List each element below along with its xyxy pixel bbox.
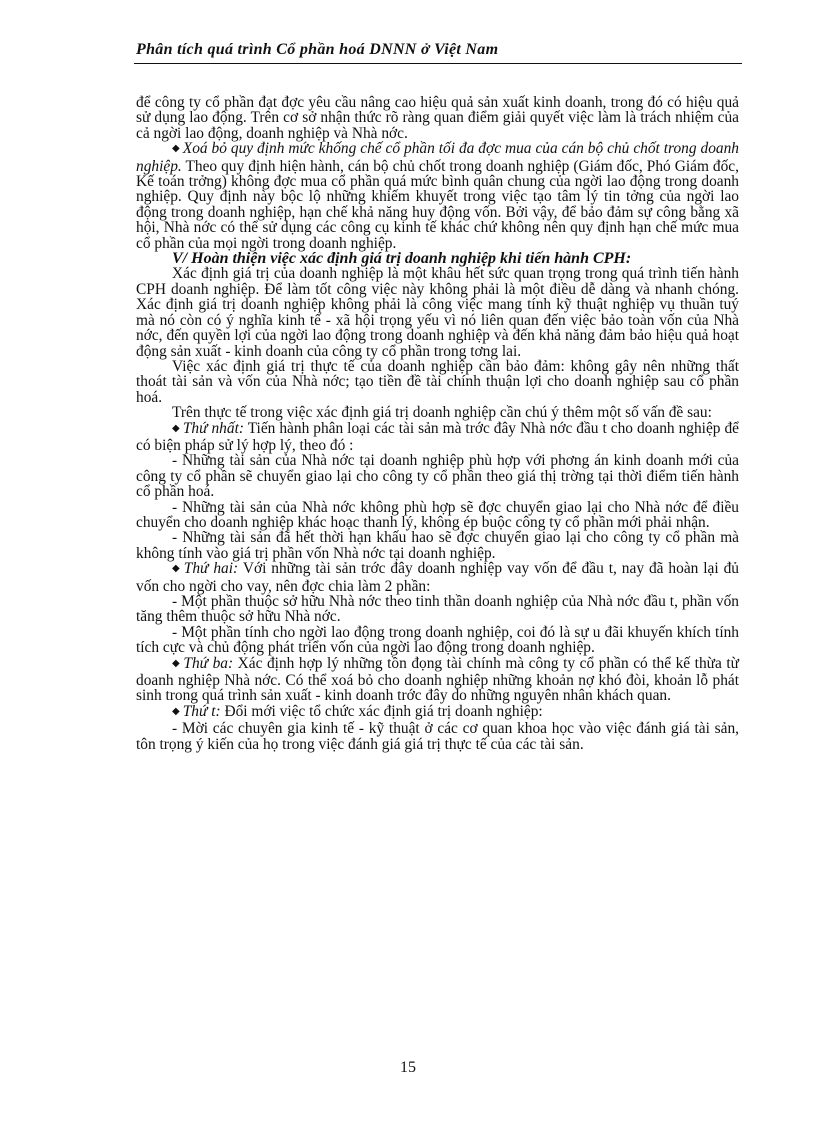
diamond-bullet-icon: ◆ [172, 705, 180, 717]
section-heading: V/ Hoàn thiện việc xác định giá trị doanh nghiệp khi tiến hành CPH: [172, 250, 632, 268]
paragraph-6-lead: Thứ nhất: [182, 419, 244, 437]
paragraph-1: để công ty cổ phần đạt đợc yêu cầu nâng cao hiệu quả sản xuất kinh doanh, trong đó có hiệu quả sử dụng lao động. Trên cơ sở nhận thức rõ ràng quan điểm giải quyết việc làm là trách nhiệm của cả ngời lao động, doanh nghiệp và Nhà nớc. [136, 94, 739, 142]
diamond-bullet-icon: ◆ [172, 143, 180, 155]
paragraph-4: Việc xác định giá trị thực tế của doanh nghiệp cần bảo đảm: không gây nên những thất thoát tài sản và vốn của Nhà nớc; tạo tiền đề tài chính thuận lợi cho doanh nghiệp sau cổ phần hoá. [136, 357, 739, 406]
diamond-bullet-icon: ◆ [172, 657, 181, 669]
page-number: 15 [400, 1059, 416, 1076]
paragraph-7-text: Với những tài sản trớc đây doanh nghiệp vay vốn để đầu t, nay đã hoàn lại đủ vốn cho ngời cho vay, nên đợc chia làm 2 phần: [136, 560, 739, 595]
paragraph-2-text: Theo quy định hiện hành, cán bộ chủ chốt trong doanh nghiệp (Giám đốc, Phó Giám đốc, Kế toán trởng) không đợc mua cổ phần quá mức bình quân chung của ngời lao động trong doanh nghiệp. Quy định này bộc lộ những khiếm khuyết trong việc tạo tâm lý tin tởng của ngời lao động trong doanh nghiệp, hạn chế khả năng huy động vốn. Bởi vậy, để bảo đảm sự công bằng xã hội, Nhà nớc có thể sử dụng các công cụ kinh tế khác chứ không nên quy định hạn chế mức mua cổ phần của mọi ngời trong doanh nghiệp. [136, 157, 739, 252]
diamond-bullet-icon: ◆ [172, 422, 180, 434]
paragraph-2 [136, 141, 739, 251]
paragraph-8 [136, 656, 739, 704]
paragraph-8-text: Xác định hợp lý những tồn đọng tài chính mà công ty cổ phần có thể kế thừa từ doanh nghiệp Nhà nớc. Có thể xoá bỏ cho doanh nghiệp những khoản nợ khó đòi, khoản lỗ phát sinh trong quá trình sản xuất - kinh doanh trớc đây do những nguyên nhân khách quan. [136, 654, 739, 705]
dash-item-2: - Những tài sản của Nhà nớc không phù hợp sẽ đợc chuyển giao lại cho Nhà nớc để điều chuyển cho doanh nghiệp khác hoạc thanh lý, không ép buộc công ty cổ phần mới phải nhận. [136, 498, 739, 531]
paragraph-8-lead: Thứ ba: [183, 654, 234, 672]
dash-item-4: - Một phần thuộc sở hữu Nhà nớc theo tinh thần doanh nghiệp của Nhà nớc đầu t, phần vốn tăng thêm thuộc sở hữu Nhà nớc. [136, 593, 739, 626]
paragraph-3: Xác định giá trị của doanh nghiệp là một khâu hết sức quan trọng trong quá trình tiến hành CPH doanh nghiệp. Để làm tốt công việc này không phải là một điều dễ dàng và nhanh chóng. Xác định giá trị doanh nghiệp không phải là công việc mang tính kỹ thuật nghiệp vụ thuần tuý mà nó còn có ý nghĩa kinh tế - xã hội trọng yếu vì nó liên quan đến việc bảo toàn vốn của Nhà nớc, đến quyền lợi của ngời lao động trong doanh nghiệp và đến khả năng đảm bảo hiệu quả hoạt động sản xuất - kinh doanh của công ty cổ phần trong tơng lai. [136, 265, 739, 360]
paragraph-2-lead: Xoá bỏ quy định mức khống chế cổ phần tối đa đợc mua của cán bộ chủ chốt trong doanh nghiệp. [136, 140, 739, 175]
dash-item-1: - Những tài sản của Nhà nớc tại doanh nghiệp phù hợp với phơng án kinh doanh mới của công ty cổ phần sẽ chuyển giao lại cho công ty cổ phần theo giá thị trờng tại thời điểm tiến hành cổ phần hoá. [136, 452, 739, 501]
paragraph-9-lead: Thứ t: [182, 702, 221, 720]
header-rule [134, 63, 742, 64]
paragraph-9 [136, 704, 739, 721]
dash-item-6: - Mời các chuyên gia kinh tế - kỹ thuật ở các cơ quan khoa học vào việc đánh giá tài sản, tôn trọng ý kiến của họ trong việc đánh giá giá trị thực tế của các tài sản. [136, 720, 739, 753]
paragraph-6 [136, 421, 739, 454]
diamond-bullet-icon: ◆ [172, 563, 181, 575]
document-body [136, 95, 739, 752]
dash-item-3: - Những tài sản đã hết thời hạn khấu hao sẽ đợc chuyển giao lại cho công ty cổ phần mà không tính vào giá trị phần vốn Nhà nớc tại doanh nghiệp. [136, 529, 739, 562]
paragraph-5: Trên thực tế trong việc xác định giá trị doanh nghiệp cần chú ý thêm một số vấn đề sau: [172, 404, 712, 422]
paragraph-7 [136, 561, 739, 594]
page-header-title: Phân tích quá trình Cổ phần hoá DNNN ở Việt Nam [136, 41, 499, 58]
paragraph-9-text: Đổi mới việc tổ chức xác định giá trị doanh nghiệp: [220, 702, 543, 720]
paragraph-7-lead: Thứ hai: [183, 560, 239, 578]
dash-item-5: - Một phần tính cho ngời lao động trong doanh nghiệp, coi đó là sự u đãi khuyến khích tính tích cực và chủ động phát triển vốn của ngời lao động trong doanh nghiệp. [136, 623, 739, 657]
paragraph-6-text: Tiến hành phân loại các tài sản mà trớc đây Nhà nớc đầu t cho doanh nghiệp để có biện pháp sử lý hợp lý, theo đó : [136, 419, 739, 454]
